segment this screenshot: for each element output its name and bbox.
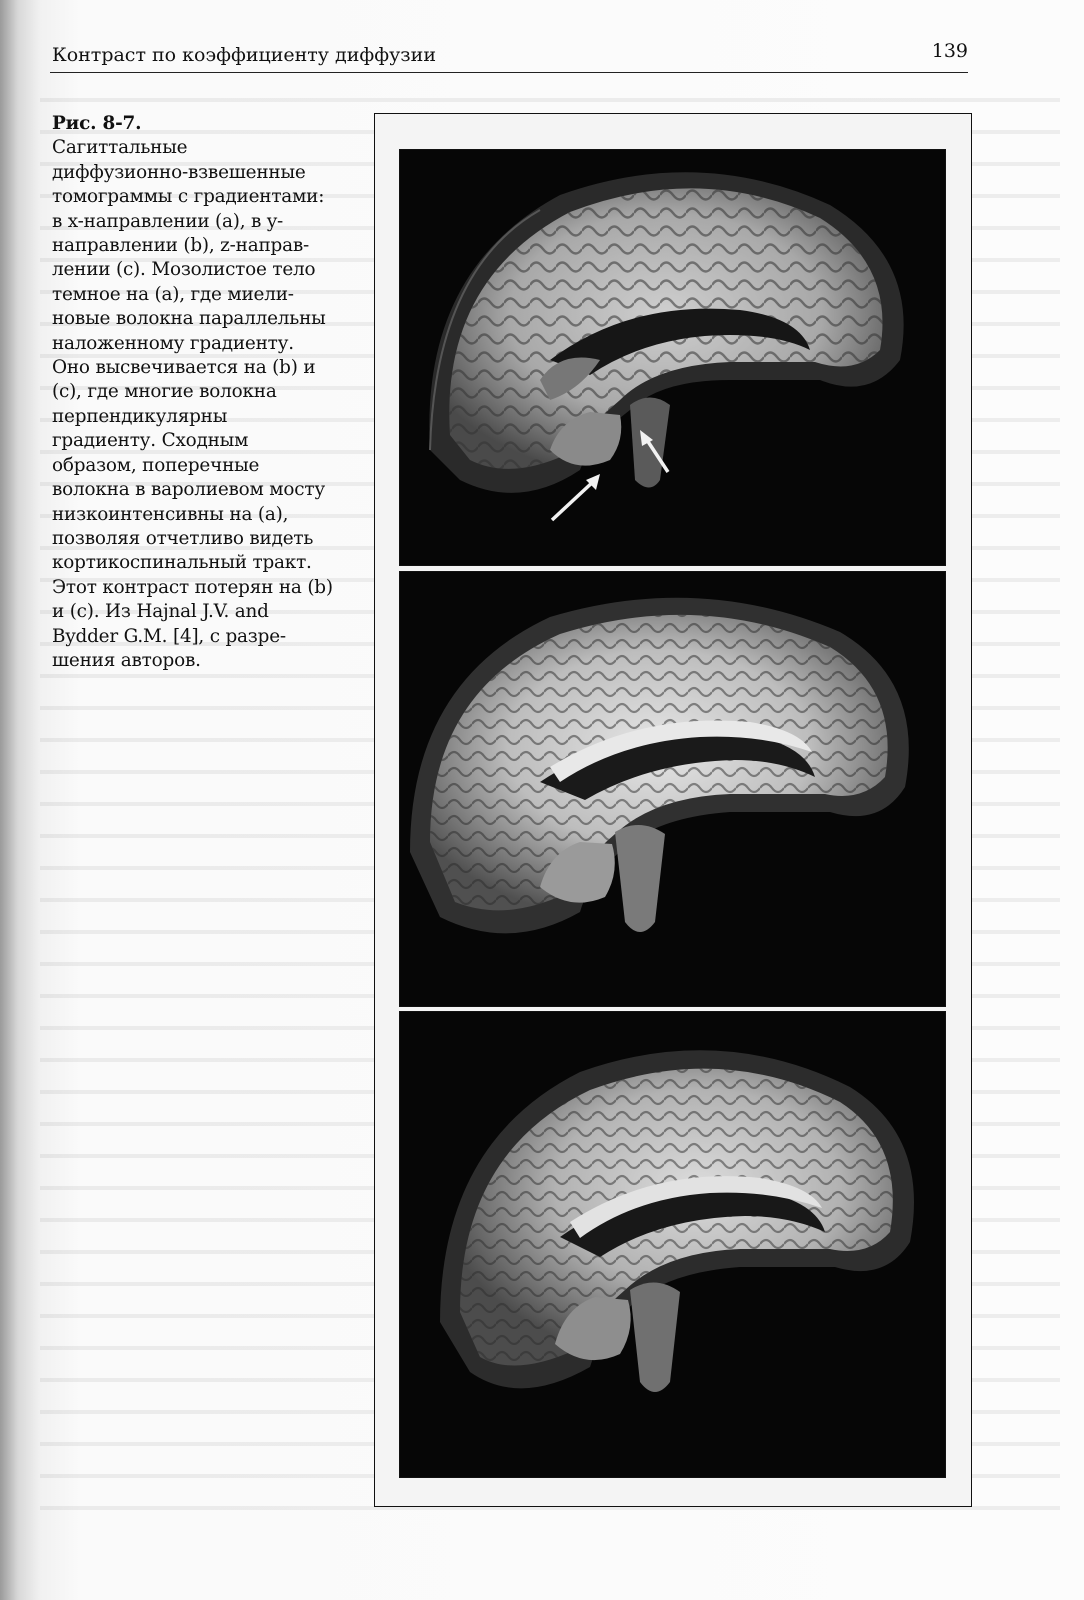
mri-sagittal-image-c xyxy=(400,1012,945,1477)
mri-sagittal-image-a xyxy=(400,150,945,565)
figure-caption-text: Сагиттальные диффузионно-взвешенные томограммы с градиентами: в x-направлении (a), в y- направлении (b), z-направ- лении (c). Мозолистое тело темное на (a), где миели- новые волокна параллельны наложенному градиенту. Оно высвечивается на (b) и (c), где многие волокна перпендикулярны градиенту. Сходным образом, поперечные волокна в варолиевом мосту низкоинтенсивны на (a), позволяя отчетливо видеть кортикоспинальный тракт. Этот контраст потерян на (b) и (c). Из Hajnal J.V. and Bydder G.M. [4], с разре- шения авторов. xyxy=(52,137,333,671)
header-rule xyxy=(50,72,968,73)
running-header-title: Контраст по коэффициенту диффузии xyxy=(52,44,436,66)
mri-panel-b xyxy=(400,572,945,1006)
mri-panel-a xyxy=(400,150,945,565)
figure-caption xyxy=(52,112,352,673)
page-number: 139 xyxy=(931,40,968,62)
mri-panel-c xyxy=(400,1012,945,1477)
mri-sagittal-image-b xyxy=(400,572,945,1006)
figure-caption-title: Рис. 8-7. xyxy=(52,113,142,134)
